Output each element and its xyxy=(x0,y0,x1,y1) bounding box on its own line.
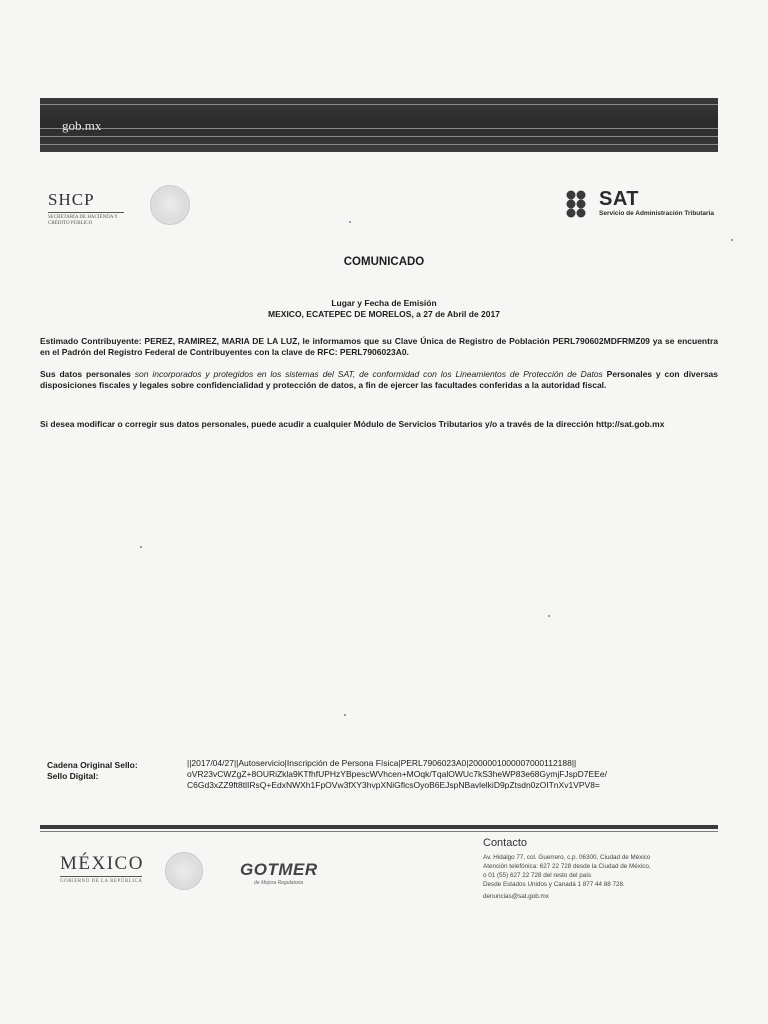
modification-paragraph: Si desea modificar o corregir sus datos personales, puede acudir a cualquier Módulo de Servicios Tributarios y/o a través de la dirección http://sat.gob.mx xyxy=(40,419,665,429)
scan-speck xyxy=(344,714,346,716)
gotmer-name: GOTMER xyxy=(240,860,318,879)
shcp-subtitle: SECRETARÍA DE HACIENDA Y CRÉDITO PÚBLICO xyxy=(48,215,118,226)
privacy-paragraph-end: Personales y con diversas disposiciones fiscales y legales sobre confidencialidad y protección de datos, a fin de ejercer las facultades conferidas a la autoridad fiscal. xyxy=(40,369,718,390)
mexico-logo xyxy=(60,853,144,884)
contact-line: Desde Estados Unidos y Canadá 1 877 44 88 728. xyxy=(483,881,625,888)
sello-digital-line-2: C6Gd3xZZ9ft8tlIRsQ+EdxNWXh1FpOVw3fXY3hvpXNiGflcsOyoB6EJspNBavlelkiD9pZtsdn0zOITnXv1VPV8= xyxy=(187,780,600,790)
registration-paragraph: Estimado Contribuyente: PEREZ, RAMIREZ, MARIA DE LA LUZ, le informamos que su Clave Única de Registro de Población PERL790602MDFRMZ09 ya se encuentra en el Padrón del Registro Federal de Contribuyentes con la clave de RFC: PERL7906023A0. xyxy=(40,336,718,357)
scan-speck xyxy=(349,221,351,223)
sat-logo-icon xyxy=(565,190,595,218)
cadena-original-value: ||2017/04/27||Autoservicio|Inscripción de Persona Física|PERL7906023A0|20000010000070001121​88|| xyxy=(187,758,577,768)
sello-digital-label: Sello Digital: xyxy=(47,771,99,781)
national-seal-icon xyxy=(150,185,190,225)
sello-values xyxy=(187,758,707,791)
footer-divider-thin xyxy=(40,831,718,832)
gotmer-subtitle: de Mejora Regulatoria xyxy=(254,880,304,886)
shcp-name: SHCP xyxy=(48,190,95,209)
privacy-paragraph-italic: son incorporados y protegidos en los sistemas del SAT, de conformidad con los Lineamientos de Protección de Datos xyxy=(130,369,607,379)
contact-line: Av. Hidalgo 77, col. Guerrero, c.p. 06300, Ciudad de México xyxy=(483,854,651,861)
document-title: COMUNICADO xyxy=(343,256,425,268)
contact-email: denuncias@sat.gob.mx xyxy=(483,893,549,900)
scan-speck xyxy=(731,239,733,241)
sat-tagline: Servicio de Administración Tributaria xyxy=(599,210,714,217)
cadena-original-label: Cadena Original Sello: xyxy=(47,760,138,770)
footer-divider xyxy=(40,825,718,829)
scan-speck xyxy=(548,615,550,617)
contact-block xyxy=(483,837,728,901)
contact-title: Contacto xyxy=(483,837,528,849)
shcp-logo xyxy=(48,190,138,227)
place-date-value: MEXICO, ECATEPEC DE MORELOS, a 27 de Abril de 2017 xyxy=(268,309,500,319)
national-seal-footer-icon xyxy=(165,852,203,890)
gob-logo-text: gob.mx xyxy=(62,118,102,133)
scan-speck xyxy=(140,546,142,548)
sello-labels xyxy=(47,760,138,782)
mexico-subtitle: GOBIERNO DE LA REPÚBLICA xyxy=(60,879,143,884)
contact-line: o 01 (55) 627 22 728 del resto del país xyxy=(483,872,592,879)
sat-logo xyxy=(565,188,735,222)
sello-digital-line-1: oVR23vCWZgZ+8OURiZkla9KTfhfUPHzYBpescWVhcen+MOqk/TqalOWUc7kS3heWP83e68GymjFJspD7EEe/ xyxy=(187,769,607,779)
gob-header-band xyxy=(40,98,718,152)
sat-wordmark: SAT xyxy=(599,188,640,210)
privacy-paragraph xyxy=(40,369,718,391)
place-date-label: Lugar y Fecha de Emisión xyxy=(331,298,437,308)
contact-line: Atención telefónica: 627 22 728 desde la Ciudad de México, xyxy=(483,863,651,870)
privacy-paragraph-start: Sus datos personales xyxy=(40,369,131,379)
mexico-name: MÉXICO xyxy=(60,853,144,874)
gotmer-logo xyxy=(240,860,318,886)
